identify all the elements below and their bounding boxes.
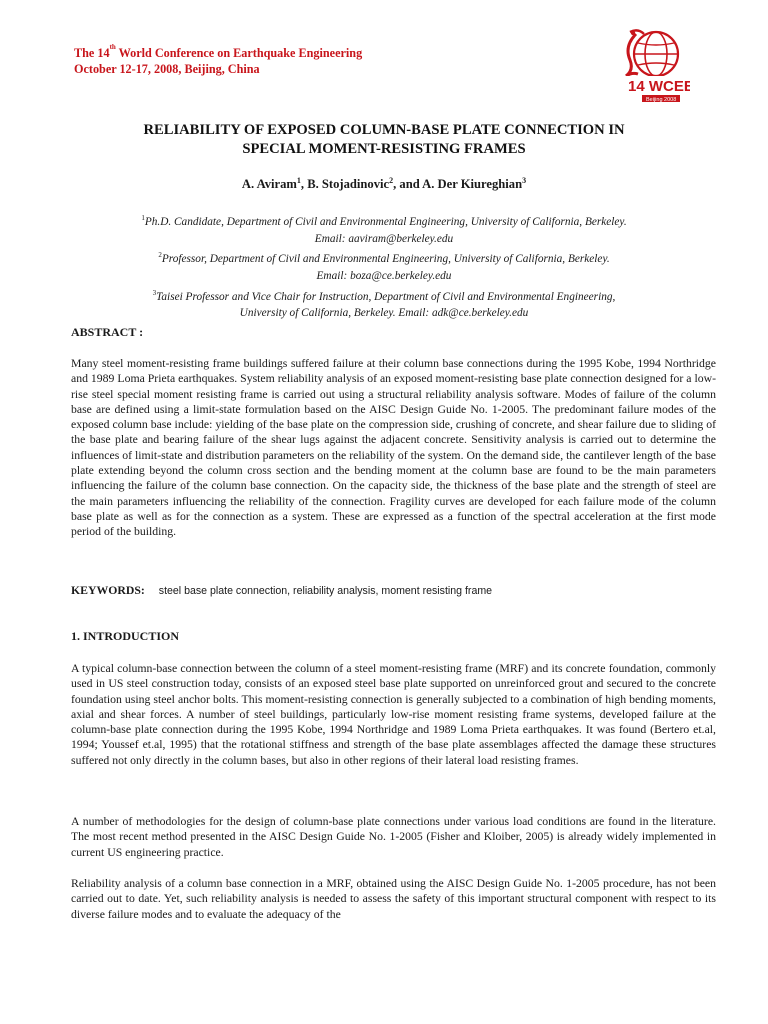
abstract-heading: ABSTRACT : <box>71 325 144 339</box>
wcee-logo-graphic <box>616 24 690 106</box>
affiliation <box>70 210 698 247</box>
introduction-paragraph: Reliability analysis of a column base connection in a MRF, obtained using the AISC Design Guide No. 1-2005 procedure, has not been carried out to date. Yet, such reliability analysis is needed to assess the safety of this important structural component with respect to its diverse failure modes and to evaluate the adequacy of the <box>71 877 716 921</box>
conference-header <box>74 45 362 77</box>
keywords-label: KEYWORDS: <box>71 584 145 597</box>
paper-title-line-2: SPECIAL MOMENT-RESISTING FRAMES <box>242 141 526 157</box>
affiliation-email: Email: boza@ce.berkeley.edu <box>316 269 452 282</box>
author-separator: , <box>300 177 308 192</box>
affiliation-mark: 2 <box>158 251 162 260</box>
conference-ordinal-sup: th <box>109 43 116 51</box>
author-affil-mark: 2 <box>389 176 394 185</box>
affiliation <box>70 247 698 284</box>
wcee-logo <box>616 24 690 106</box>
author-name: B. Stojadinovic <box>307 177 390 192</box>
introduction-heading: 1. INTRODUCTION <box>71 629 180 643</box>
affiliation-mark: 3 <box>152 288 157 297</box>
keywords-text: steel base plate connection, reliability analysis, moment resisting frame <box>158 585 493 597</box>
affiliation-list <box>70 210 698 322</box>
affiliation-line <box>70 210 698 231</box>
affiliation-text: Ph.D. Candidate, Department of Civil and Environmental Engineering, University of California, Berkeley. <box>144 215 627 228</box>
conference-dates-location: October 12-17, 2008, Beijing, China <box>74 62 260 76</box>
affiliation-line <box>70 247 698 268</box>
wcee-logo-subtext: Beijing 2008 <box>646 97 677 103</box>
affiliation-text: Taisei Professor and Vice Chair for Instruction, Department of Civil and Environmental Engineering, <box>156 290 616 303</box>
introduction-paragraph: A number of methodologies for the design of column-base plate connections under various load conditions are found in the literature. The most recent method presented in the AISC Design Guide No. 1-2005 (Fisher and Kloiber, 2005) is already widely implemented in current US engineering practice. <box>71 815 716 859</box>
wcee-logo-text: 14 WCEE <box>628 78 690 95</box>
affiliation-line <box>70 285 698 306</box>
author-name: A. Aviram <box>241 177 297 192</box>
affiliation <box>70 285 698 322</box>
affiliation-text: Professor, Department of Civil and Environmental Engineering, University of California, Berkeley. <box>161 253 610 266</box>
affiliation-mark: 1 <box>141 214 145 222</box>
paper-title-line-1: RELIABILITY OF EXPOSED COLUMN-BASE PLATE CONNECTION IN <box>143 122 625 138</box>
affiliation-email: University of California, Berkeley. Email: adk@ce.berkeley.edu <box>239 307 529 320</box>
introduction-paragraph: A typical column-base connection between the column of a steel moment-resisting frame (MRF) and its concrete foundation, commonly used in US steel construction today, consists of an exposed steel base plate supported on unreinforced grout and secured to the concrete foundation using steel anchor bolts. This moment-resisting connection is generally subjected to a combination of high bending moments, axial and shear forces. A number of steel buildings, particularly low-rise moment resisting frame systems, developed failure at the column-base plate connection during the 1995 Kobe, 1994 Northridge and 1989 Loma Prieta earthquakes. It was found (Bertero et.al, 1994; Youssef et.al, 1995) that the rotational stiffness and strength of the base plate assemblages affected the damage these structures suffered not only directly in the column bases, but also in other regions of their lateral load resisting frames. <box>71 662 716 767</box>
author-affil-mark: 1 <box>296 176 301 185</box>
conference-prefix: The 14 <box>74 46 110 60</box>
author-list <box>60 176 708 192</box>
abstract-text: Many steel moment-resisting frame buildings suffered failure at their column base connections during the 1995 Kobe, 1994 Northridge and 1989 Loma Prieta earthquakes. System reliability analysis of an exposed moment-resisting base plate connection designed for a low-rise steel special moment resisting frame is carried out using a structural reliability analysis software. Modes of failure of the column base are defined using a limit-state formulation based on the AISC Design Guide No. 1-2005. The predominant failure modes of the exposed column base include: yielding of the base plate on the compression side, crushing of concrete, and shear failure due to sliding of the base plate and bearing failure of the shear lugs against the adjacent concrete. Sensitivity analysis is carried out to determine the influences of limit-state and distribution parameters on the reliability of the system. On the demand side, the cantilever length of the base plate extending beyond the column cross section and the bending moment at the column base are found to be the main parameters influencing the failure of the column base connection. On the capacity side, the thickness of the base plate and the strength of steel are the main parameters influencing the reliability of the connection. Fragility curves are developed for each failure mode of the column base plate as well as for the connection as a system. These are expressed as a function of the spectral acceleration at the first mode period of the building. <box>71 357 716 539</box>
conference-name: World Conference on Earthquake Engineering <box>115 46 363 60</box>
affiliation-email: Email: aaviram@berkeley.edu <box>314 232 454 245</box>
conference-title-line <box>74 45 362 61</box>
author-separator: , and <box>393 177 423 192</box>
keywords <box>71 584 492 597</box>
author-name: A. Der Kiureghian <box>422 177 523 192</box>
author-affil-mark: 3 <box>522 176 527 185</box>
paper-title <box>60 121 708 159</box>
